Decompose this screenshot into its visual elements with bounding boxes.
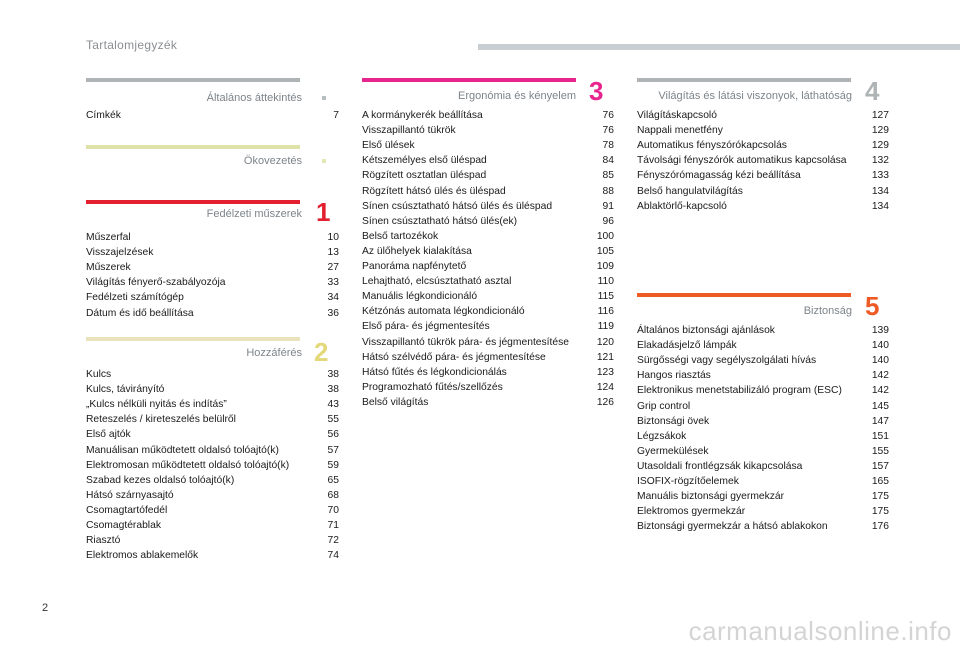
toc-entry-page: 13: [327, 247, 339, 259]
toc-entry-label: Utasoldali frontlégzsák kikapcsolása: [637, 460, 803, 472]
toc-entry-page: 10: [327, 232, 339, 243]
toc-entry-page: 133: [871, 170, 889, 182]
toc-entry-page: 110: [597, 276, 614, 288]
toc-entry-page: 120: [596, 336, 614, 348]
toc-entry-page: 121: [596, 351, 614, 363]
toc-entry-page: 76: [602, 110, 614, 121]
toc-entry-label: Riasztó: [86, 535, 121, 547]
toc-entry-page: 139: [871, 325, 889, 336]
toc-entry-page: 71: [327, 520, 339, 531]
toc-entry-label: Lehajtható, elcsúsztatható asztal: [362, 276, 512, 288]
toc-entry-label: Visszajelzések: [86, 247, 154, 259]
section-title: Biztonság: [803, 305, 852, 317]
toc-entry-page: 116: [597, 306, 614, 318]
toc-entry-page: 27: [327, 262, 339, 274]
section-title: Ökovezetés: [243, 155, 302, 167]
toc-entry-page: 142: [871, 370, 889, 382]
toc-entry-page: 142: [871, 385, 889, 397]
toc-entry-page: 36: [327, 307, 339, 319]
toc-entry-label: Csomagtartófedél: [86, 504, 168, 516]
section-bar: [86, 200, 300, 204]
toc-entry-page: 132: [871, 155, 889, 167]
section-title: Hozzáférés: [246, 347, 302, 359]
toc-entry-label: „Kulcs nélküli nyitás és indítás”: [86, 399, 227, 411]
toc-entry-label: Sürgősségi vagy segélyszolgálati hívás: [637, 355, 817, 367]
toc-entry-label: Az ülőhelyek kialakítása: [362, 245, 472, 257]
toc-entry-label: Belső tartozékok: [362, 230, 439, 242]
toc-entry-page: 91: [602, 200, 614, 212]
toc-entry-label: Kétszemélyes első üléspad: [362, 155, 487, 167]
section-bar: [86, 337, 300, 341]
toc-entry-page: 127: [871, 110, 889, 121]
toc-entry-label: Biztonsági gyermekzár a hátsó ablakokon: [637, 521, 828, 533]
section-title: Ergonómia és kényelem: [457, 90, 576, 102]
toc-entry-label: Rögzített hátsó ülés és üléspad: [362, 185, 506, 197]
toc-entry-label: Hátsó szárnyasajtó: [86, 489, 174, 501]
column-right: [637, 0, 889, 649]
toc-entry-label: Fényszórómagasság kézi beállítása: [637, 170, 801, 182]
toc-entry-page: 34: [327, 292, 339, 304]
toc-entry-label: Grip control: [637, 400, 691, 412]
toc-entry-page: 115: [597, 291, 614, 303]
toc-entry-page: 175: [871, 506, 889, 518]
page-number: 2: [42, 602, 49, 614]
toc-entry-page: 145: [871, 400, 889, 412]
toc-entry-label: Elektromosan működtetett oldalsó tolóajtó(k): [86, 459, 290, 471]
toc-entry-label: Világításkapcsoló: [637, 110, 717, 121]
toc-entry-page: 43: [327, 399, 339, 411]
toc-entry-label: Első pára- és jégmentesítés: [362, 321, 490, 333]
section-bar: [86, 78, 300, 82]
toc-entry-label: Manuális biztonsági gyermekzár: [637, 491, 785, 503]
section-safety: [637, 293, 889, 563]
toc-entry-label: Sínen csúsztatható hátsó ülés és üléspad: [362, 200, 553, 212]
toc-entry-label: Első ülések: [362, 140, 415, 152]
toc-entry-label: Elakadásjelző lámpák: [637, 340, 737, 352]
toc-entry-label: Nappali menetfény: [637, 125, 723, 137]
toc-entry-label: Világítás fényerő-szabályozója: [86, 277, 226, 289]
toc-entry-page: 74: [327, 550, 339, 562]
section-number: 5: [865, 291, 880, 321]
toc-entry-page: 7: [333, 110, 339, 121]
toc-entry-page: 55: [327, 414, 339, 426]
toc-entry-label: Csomagtérablak: [86, 520, 161, 531]
section-title: Fedélzeti műszerek: [206, 208, 302, 220]
column-left: [86, 0, 339, 649]
toc-entry-label: Elektromos gyermekzár: [637, 506, 746, 518]
section-number: 3: [589, 76, 604, 106]
toc-entry-label: Kulcs, távirányító: [86, 384, 165, 396]
toc-entry-label: Általános biztonsági ajánlások: [637, 325, 775, 336]
toc-entry-page: 126: [596, 396, 614, 408]
toc-entry-label: Műszerek: [86, 262, 131, 274]
section-marker: [322, 159, 326, 163]
toc-entry-page: 68: [327, 489, 339, 501]
toc-entry-label: Rögzített osztatlan üléspad: [362, 170, 487, 182]
toc-entry-label: Sínen csúsztatható hátsó ülés(ek): [362, 215, 518, 227]
toc-entry-page: 129: [871, 125, 889, 137]
toc-entry-page: 129: [871, 140, 889, 152]
toc-entry-label: Ablaktörlő-kapcsoló: [637, 200, 727, 212]
toc-entry-label: Hangos riasztás: [637, 370, 711, 382]
toc-entry-page: 176: [871, 521, 889, 533]
toc-entry-label: Visszapillantó tükrök pára- és jégmentesítése: [362, 336, 569, 348]
toc-entry-label: Elektromos ablakemelők: [86, 550, 199, 562]
section-bar: [362, 78, 576, 82]
toc-entry-label: Szabad kezes oldalsó tolóajtó(k): [86, 474, 235, 486]
section-title: Általános áttekintés: [206, 92, 302, 104]
toc-entry-label: Hátsó fűtés és légkondicionálás: [362, 366, 507, 378]
toc-entry-page: 147: [871, 415, 889, 427]
section-bar: [637, 293, 851, 297]
toc-entry-page: 109: [596, 261, 614, 272]
section-number: 2: [314, 337, 329, 367]
toc-entry-label: Visszapillantó tükrök: [362, 125, 456, 137]
toc-entry-page: 134: [871, 200, 889, 212]
toc-entry-page: 96: [602, 215, 614, 227]
toc-entry-label: A kormánykerék beállítása: [362, 110, 483, 121]
section-access: [86, 337, 339, 577]
section-general: [86, 78, 339, 128]
toc-entry-label: Kétzónás automata légkondicionáló: [362, 306, 525, 318]
section-bar: [86, 145, 300, 149]
toc-entry-page: 140: [871, 355, 889, 367]
toc-entry-label: Első ajtók: [86, 429, 131, 441]
toc-entry-label: Fedélzeti számítógép: [86, 292, 184, 304]
toc-entry-page: 155: [871, 445, 889, 457]
toc-entry-label: Kulcs: [86, 369, 112, 380]
toc-entry-label: Műszerfal: [86, 232, 131, 243]
toc-entry-label: Belső hangulatvilágítás: [637, 185, 743, 197]
toc-entry-page: 151: [871, 430, 889, 442]
toc-entry-page: 72: [327, 535, 339, 547]
toc-entry-label: Hátsó szélvédő pára- és jégmentesítése: [362, 351, 546, 363]
toc-entry-label: Programozható fűtés/szellőzés: [362, 381, 503, 393]
toc-entry-page: 84: [602, 155, 614, 167]
section-lighting: [637, 78, 889, 248]
toc-entry-page: 85: [602, 170, 614, 182]
toc-entry-label: Belső világítás: [362, 396, 429, 408]
toc-entry-page: 119: [597, 321, 614, 333]
toc-entry-page: 38: [327, 384, 339, 396]
toc-entry-page: 134: [871, 185, 889, 197]
section-bar: [637, 78, 851, 82]
toc-entry-label: Gyermekülések: [637, 445, 709, 457]
section-number: 1: [316, 197, 331, 227]
toc-entry-page: 76: [602, 125, 614, 137]
toc-entry-page: 123: [596, 366, 614, 378]
toc-entry-page: 38: [327, 369, 339, 380]
page-title: Tartalomjegyzék: [86, 38, 178, 52]
section-ergonomics: [362, 78, 614, 438]
toc-entry-page: 175: [871, 491, 889, 503]
toc-entry-page: 56: [327, 429, 339, 441]
toc-entry-page: 124: [596, 381, 614, 393]
toc-entry-page: 70: [327, 504, 339, 516]
toc-entry-label: Biztonsági övek: [637, 415, 710, 427]
toc-entry-page: 59: [327, 459, 339, 471]
toc-entry-page: 157: [871, 460, 889, 472]
section-dashboard: [86, 197, 339, 330]
watermark: carmanualsonline.info: [688, 616, 952, 646]
toc-entry-label: ISOFIX-rögzítőelemek: [637, 476, 739, 487]
column-middle: [362, 0, 614, 649]
toc-entry-page: 88: [602, 185, 614, 197]
toc-entry-page: 33: [327, 277, 339, 289]
toc-entry-page: 165: [871, 476, 889, 487]
section-eco: [86, 145, 339, 185]
toc-entry-label: Reteszelés / kireteszelés belülről: [86, 414, 236, 426]
section-title: Világítás és látási viszonyok, láthatóság: [658, 90, 852, 102]
toc-entry-page: 65: [327, 474, 339, 486]
toc-entry-label: Dátum és idő beállítása: [86, 307, 194, 319]
toc-entry-page: 105: [596, 245, 614, 257]
toc-entry-label: Elektronikus menetstabilizáló program (ESC): [637, 385, 842, 397]
toc-entry-label: Távolsági fényszórók automatikus kapcsolása: [637, 155, 847, 167]
toc-entry-page: 57: [327, 444, 339, 456]
toc-entry-page: 78: [602, 140, 614, 152]
section-number: 4: [865, 76, 880, 106]
toc-entry-page: 100: [596, 230, 614, 242]
toc-entry-label: Légzsákok: [637, 430, 687, 442]
toc-entry-label: Automatikus fényszórókapcsolás: [637, 140, 787, 152]
toc-entry-label: Címkék: [86, 110, 121, 121]
toc-entry-label: Panoráma napfénytető: [362, 261, 467, 272]
toc-entry-page: 140: [871, 340, 889, 352]
section-marker: [322, 96, 326, 100]
toc-entry-label: Manuálisan működtetett oldalsó tolóajtó(k): [86, 444, 279, 456]
toc-entry-label: Manuális légkondicionáló: [362, 291, 478, 303]
